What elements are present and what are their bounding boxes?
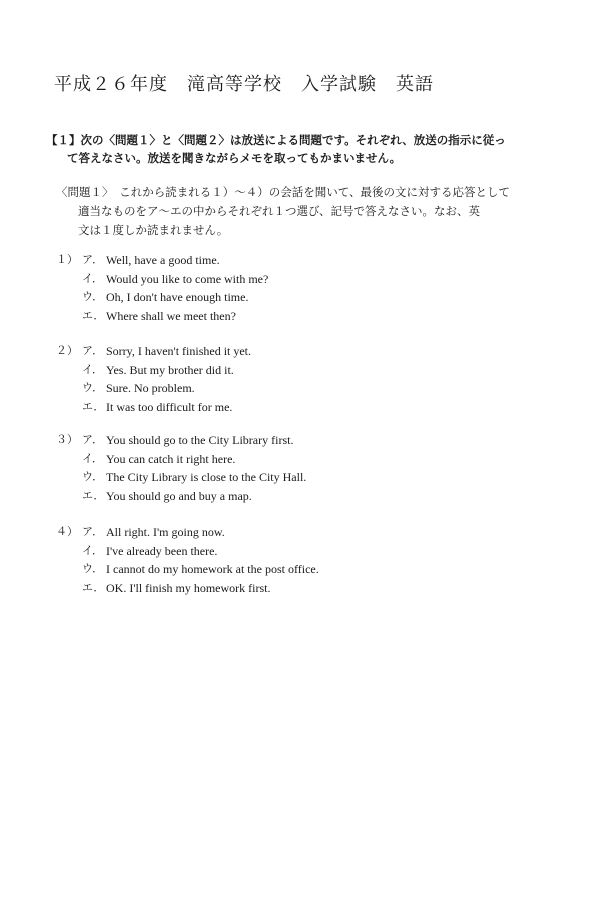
choice-text: You can catch it right here. [106, 451, 236, 466]
choice-text: I cannot do my homework at the post office. [106, 562, 319, 576]
choice-mark: ウ． [82, 290, 104, 303]
choice-text: Would you like to come with me? [106, 271, 269, 286]
choice-mark: ア． [82, 433, 104, 446]
choice-mark: イ． [82, 451, 104, 465]
choice-row [56, 398, 476, 417]
choice-text: Oh, I don't have enough time. [106, 290, 249, 304]
choice-text: You should go to the City Library first. [106, 433, 294, 447]
choice-row [56, 270, 476, 289]
choice-mark: ウ． [82, 381, 104, 394]
choice-row [56, 379, 476, 398]
choice-row [56, 431, 476, 450]
choice-row [56, 307, 476, 326]
choice-mark: エ． [82, 399, 105, 413]
choice-text: I've already been there. [106, 543, 218, 558]
choice-mark: ア． [82, 525, 104, 538]
choice-text: OK. I'll finish my homework first. [106, 580, 271, 595]
choice-text: All right. I'm going now. [106, 525, 225, 539]
page-title: 平成２６年度 滝高等学校 入学試験 英語 [54, 74, 434, 95]
choice-mark: ウ． [82, 562, 104, 575]
choice-text: Where shall we meet then? [106, 308, 236, 323]
choice-mark: イ． [82, 362, 104, 376]
choice-text: Sorry, I haven't finished it yet. [106, 344, 252, 358]
choice-row [56, 542, 476, 561]
instructions-line-1: 〈問題１〉 これから読まれる１）～４）の会話を聞いて、最後の文に対する応答として [56, 185, 511, 199]
choice-text: Sure. No problem. [106, 381, 195, 395]
choice-mark: エ． [82, 580, 105, 594]
choice-text: It was too difficult for me. [106, 399, 233, 414]
section-heading-line-1: 【１】次の〈問題１〉と〈問題２〉は放送による問題です。それぞれ、放送の指示に従っ [46, 133, 506, 147]
section-heading [46, 131, 566, 167]
choice-mark: ア． [82, 344, 104, 357]
choice-mark: イ． [82, 543, 104, 557]
choice-row [56, 288, 476, 307]
question-1 [56, 251, 476, 325]
choice-text: Well, have a good time. [106, 253, 220, 267]
choice-row [56, 251, 476, 270]
question-number: １） [56, 253, 78, 266]
choice-row [56, 523, 476, 542]
choice-mark: エ． [82, 308, 105, 322]
section-heading-line-2: て答えなさい。放送を聞きながらメモを取ってもかまいません。 [67, 151, 402, 165]
question-2 [56, 342, 476, 416]
instructions-line-2: 適当なものをア～エの中からそれぞれ１つ選び、記号で答えなさい。なお、英 [78, 204, 481, 218]
choice-mark: ア． [82, 253, 104, 266]
choice-row [56, 487, 476, 506]
choice-row [56, 560, 476, 579]
choice-row [56, 361, 476, 380]
question-number: ３） [56, 433, 78, 446]
choice-row [56, 342, 476, 361]
choice-mark: イ． [82, 271, 104, 285]
choice-mark: ウ． [82, 470, 104, 483]
choice-text: You should go and buy a map. [106, 488, 252, 503]
choice-text: Yes. But my brother did it. [106, 362, 234, 377]
question-number: ２） [56, 344, 78, 357]
choice-text: The City Library is close to the City Hall. [106, 470, 307, 484]
question-3 [56, 431, 476, 505]
question-1-instructions [56, 183, 571, 240]
question-number: ４） [56, 525, 78, 538]
instructions-line-3: 文は１度しか読まれません。 [78, 223, 229, 237]
choice-row [56, 450, 476, 469]
choice-row [56, 579, 476, 598]
question-4 [56, 523, 476, 597]
choice-mark: エ． [82, 488, 105, 502]
choice-row [56, 468, 476, 487]
